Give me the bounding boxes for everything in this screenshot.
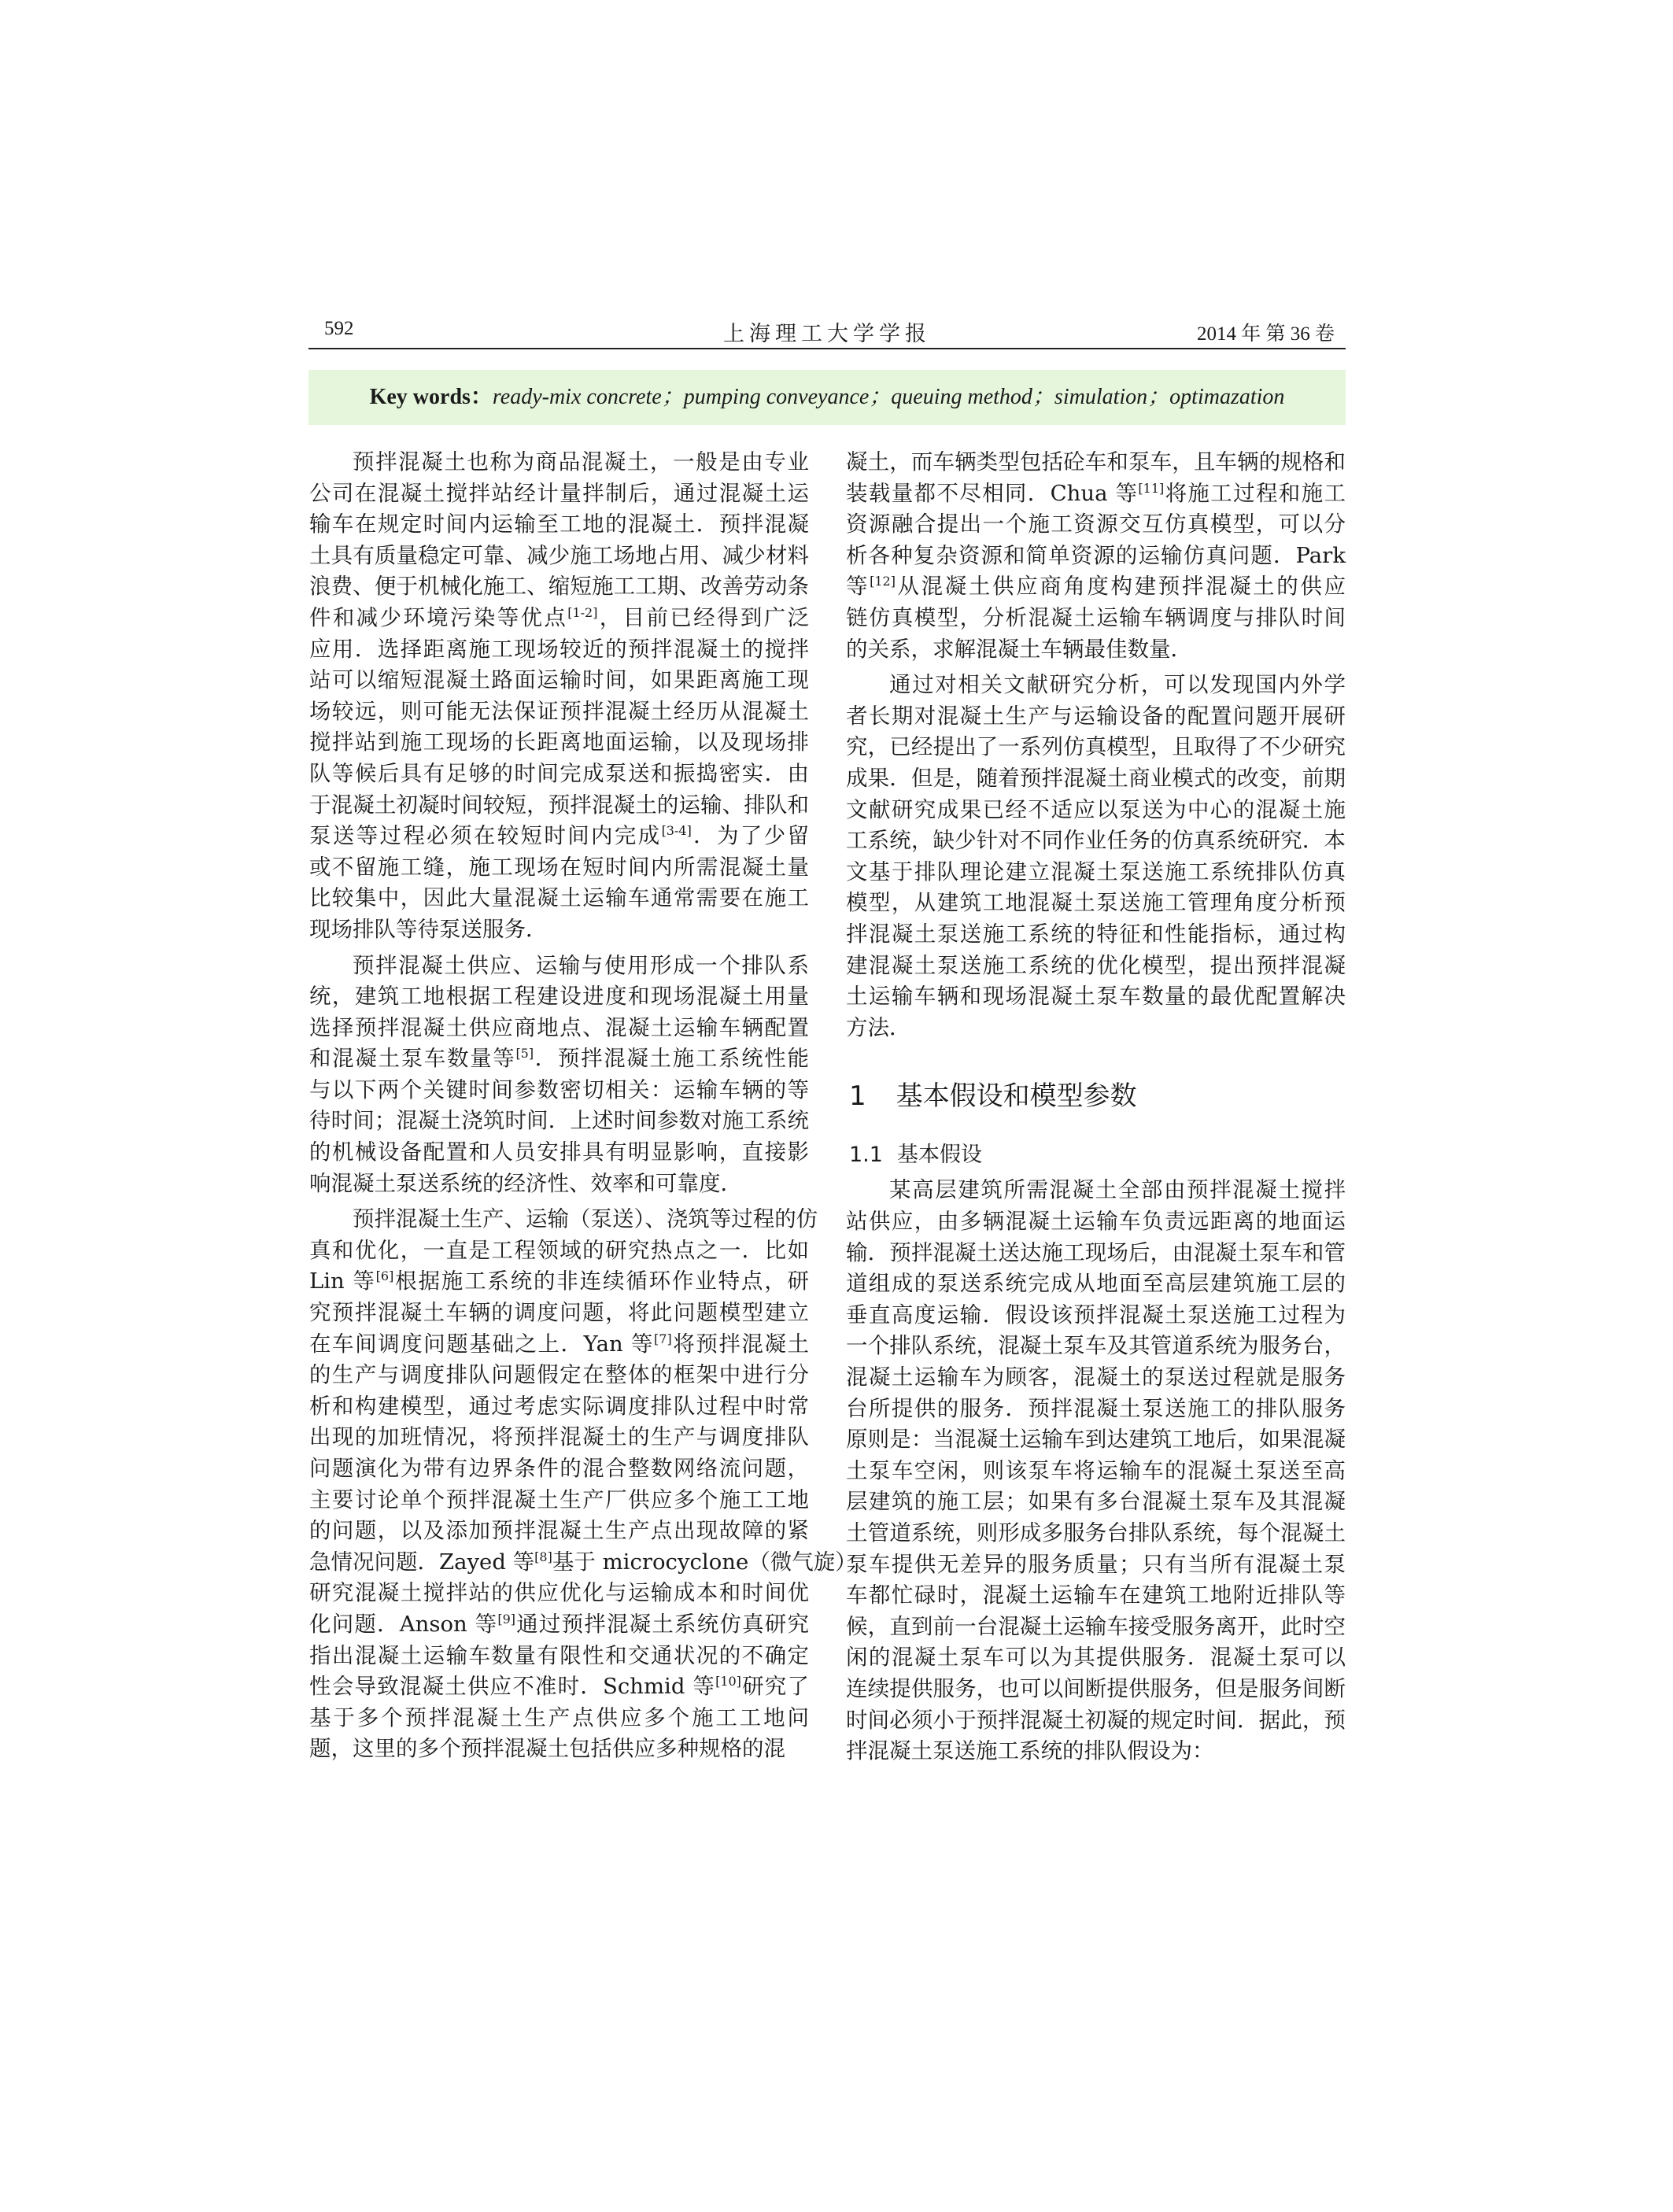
- text-line: 闲的混凝土泵车可以为其提供服务．混凝土泵可以: [846, 1645, 1346, 1671]
- text-line: 土泵车空闲，则该泵车将运输车的混凝土泵送至高: [846, 1457, 1346, 1483]
- text-line: 的生产与调度排队问题假定在整体的框架中进行分: [309, 1362, 809, 1388]
- text-line: 现场排队等待泵送服务．: [309, 916, 548, 942]
- section-title: 基本假设和模型参数: [896, 1080, 1137, 1113]
- left-column: [309, 447, 857, 1770]
- text-line: 题，这里的多个预拌混凝土包括供应多种规格的混: [309, 1736, 785, 1762]
- text-line: 泵送等过程必须在较短时间内完成[3-4]．为了少留: [309, 822, 809, 849]
- text-line: 研究混凝土搅拌站的供应优化与运输成本和时间优: [309, 1580, 809, 1606]
- paragraph: [309, 1204, 857, 1765]
- volume-info: 2014 年 第 36 卷: [1196, 323, 1335, 345]
- text-line: 模型，从建筑工地混凝土泵送施工管理角度分析预: [846, 890, 1346, 916]
- text-line: 垂直高度运输．假设该预拌混凝土泵送施工过程为: [846, 1302, 1346, 1328]
- text-line: 成果．但是，随着预拌混凝土商业模式的改变，前期: [846, 765, 1346, 791]
- text-line: 车都忙碌时，混凝土运输车在建筑工地附近排队等: [846, 1582, 1346, 1608]
- text-line: 件和减少环境污染等优点[1-2]，目前已经得到广泛: [309, 604, 810, 630]
- text-line: 时间必须小于预拌混凝土初凝的规定时间．据此，预: [846, 1707, 1346, 1733]
- subsection-title: 基本假设: [896, 1142, 982, 1167]
- text-line: 公司在混凝土搅拌站经计量拌制后，通过混凝土运: [309, 480, 809, 506]
- text-line: 在车间调度问题基础之上．Yan 等[7]将预拌混凝土: [309, 1331, 810, 1357]
- keywords-box: [308, 370, 1346, 425]
- text-line: 拌混凝土泵送施工系统的特征和性能指标，通过构: [846, 921, 1346, 947]
- text-line: 等[12]从混凝土供应商角度构建预拌混凝土的供应: [846, 574, 1346, 600]
- running-header: [308, 315, 1346, 349]
- text-line: 土管道系统，则形成多服务台排队系统，每个混凝土: [846, 1520, 1346, 1545]
- text-line: 急情况问题．Zayed 等[8]基于 microcyclone（微气旋）: [309, 1549, 857, 1575]
- text-line: 预拌混凝土供应、运输与使用形成一个排队系: [353, 952, 809, 978]
- text-line: 站供应，由多辆混凝土运输车负责远距离的地面运: [846, 1209, 1346, 1235]
- text-line: 站可以缩短混凝土路面运输时间，如果距离施工现: [309, 667, 809, 693]
- text-line: 者长期对混凝土生产与运输设备的配置问题开展研: [846, 703, 1346, 729]
- text-line: 场较远，则可能无法保证预拌混凝土经历从混凝土: [309, 698, 809, 724]
- text-line: Lin 等[6]根据施工系统的非连续循环作业特点，研: [309, 1268, 810, 1294]
- text-line: 层建筑的施工层；如果有多台混凝土泵车及其混凝: [846, 1489, 1346, 1515]
- text-line: 一个排队系统，混凝土泵车及其管道系统为服务台，: [846, 1333, 1346, 1359]
- text-line: 文献研究成果已经不适应以泵送为中心的混凝土施: [846, 796, 1346, 822]
- text-line: 方法．: [846, 1014, 911, 1040]
- text-line: 土具有质量稳定可靠、减少施工场地占用、减少材料: [309, 542, 809, 568]
- keywords-label: Key words：: [369, 385, 493, 409]
- text-line: 化问题．Anson 等[9]通过预拌混凝土系统仿真研究: [309, 1611, 809, 1637]
- text-line: 统，建筑工地根据工程建设进度和现场混凝土用量: [309, 984, 809, 1010]
- text-line: 工系统，缺少针对不同作业任务的仿真系统研究．本: [846, 828, 1346, 854]
- text-line: 某高层建筑所需混凝土全部由预拌混凝土搅拌: [889, 1177, 1346, 1203]
- text-line: 和混凝土泵车数量等[5]．预拌混凝土施工系统性能: [309, 1046, 810, 1072]
- text-line: 文基于排队理论建立混凝土泵送施工系统排队仿真: [846, 859, 1346, 884]
- keywords-text: ready-mix concrete；pumping conveyance；queuing method；simulation；optimazation: [492, 385, 1285, 409]
- text-line: 真和优化，一直是工程领域的研究热点之一．比如: [309, 1237, 809, 1263]
- text-line: 主要讨论单个预拌混凝土生产厂供应多个施工工地: [309, 1486, 809, 1512]
- text-line: 链仿真模型，分析混凝土运输车辆调度与排队时间: [846, 604, 1346, 630]
- text-line: 析和构建模型，通过考虑实际调度排队过程中时常: [309, 1393, 809, 1419]
- paragraph: [309, 951, 809, 1200]
- text-line: 装载量都不尽相同．Chua 等[11]将施工过程和施工: [846, 480, 1346, 506]
- text-line: 预拌混凝土生产、运输（泵送）、浇筑等过程的仿: [353, 1206, 818, 1232]
- text-line: 拌混凝土泵送施工系统的排队假设为：: [846, 1738, 1214, 1764]
- text-line: 连续提供服务，也可以间断提供服务，但是服务间断: [846, 1675, 1346, 1701]
- text-line: 预拌混凝土也称为商品混凝土，一般是由专业: [353, 449, 809, 475]
- text-line: 选择预拌混凝土供应商地点、混凝土运输车辆配置: [309, 1014, 809, 1040]
- text-line: 待时间；混凝土浇筑时间．上述时间参数对施工系统: [309, 1108, 809, 1134]
- text-line: 的机械设备配置和人员安排具有明显影响，直接影: [309, 1139, 809, 1165]
- text-line: 基于多个预拌混凝土生产点供应多个施工工地问: [309, 1704, 809, 1730]
- text-line: 道组成的泵送系统完成从地面至高层建筑施工层的: [846, 1271, 1346, 1297]
- page-number: 592: [324, 318, 354, 339]
- text-line: 究预拌混凝土车辆的调度问题，将此问题模型建立: [309, 1300, 809, 1326]
- text-line: 于混凝土初凝时间较短，预拌混凝土的运输、排队和: [309, 792, 809, 818]
- text-line: 凝土，而车辆类型包括砼车和泵车，且车辆的规格和: [846, 449, 1346, 475]
- text-line: 原则是：当混凝土运输车到达建筑工地后，如果混凝: [846, 1427, 1346, 1453]
- text-line: 比较集中，因此大量混凝土运输车通常需要在施工: [309, 885, 809, 911]
- text-line: 的关系，求解混凝土车辆最佳数量．: [846, 636, 1192, 662]
- text-line: 输．预拌混凝土送达施工现场后，由混凝土泵车和管: [846, 1239, 1346, 1265]
- text-line: 建混凝土泵送施工系统的优化模型，提出预拌混凝: [846, 952, 1346, 978]
- right-column: [846, 447, 1346, 1772]
- text-line: 浪费、便于机械化施工、缩短施工工期、改善劳动条: [309, 574, 809, 600]
- text-line: 资源融合提出一个施工资源交互仿真模型，可以分: [846, 511, 1346, 537]
- text-line: 混凝土运输车为顾客，混凝土的泵送过程就是服务: [846, 1364, 1346, 1390]
- paragraph: [846, 1175, 1346, 1767]
- text-line: 性会导致混凝土供应不准时．Schmid 等[10]研究了: [309, 1674, 810, 1700]
- text-line: 响混凝土泵送系统的经济性、效率和可靠度．: [309, 1170, 742, 1196]
- subsection-number: 1.1: [849, 1142, 883, 1167]
- text-line: 与以下两个关键时间参数密切相关：运输车辆的等: [309, 1076, 809, 1102]
- text-line: 队等候后具有足够的时间完成泵送和振捣密实．由: [309, 760, 809, 786]
- paragraph: [309, 447, 809, 946]
- section-number: 1: [849, 1080, 866, 1113]
- text-line: 输车在规定时间内运输至工地的混凝土．预拌混凝: [309, 511, 809, 537]
- text-line: 出现的加班情况，将预拌混凝土的生产与调度排队: [309, 1424, 809, 1450]
- text-line: 的问题，以及添加预拌混凝土生产点出现故障的紧: [309, 1518, 809, 1544]
- text-line: 指出混凝土运输车数量有限性和交通状况的不确定: [309, 1642, 809, 1668]
- journal-title: 上海理工大学学报: [723, 322, 931, 345]
- text-line: 应用．选择距离施工现场较近的预拌混凝土的搅拌: [309, 636, 809, 662]
- text-line: 台所提供的服务．预拌混凝土泵送施工的排队服务: [846, 1395, 1346, 1421]
- text-line: 通过对相关文献研究分析，可以发现国内外学: [889, 672, 1346, 698]
- subsection-heading: [849, 1139, 1346, 1171]
- text-line: 析各种复杂资源和简单资源的运输仿真问题．Park: [846, 542, 1346, 568]
- text-line: 搅拌站到施工现场的长距离地面运输，以及现场排: [309, 729, 809, 755]
- text-line: 候，直到前一台混凝土运输车接受服务离开，此时空: [846, 1613, 1346, 1639]
- paragraph: [846, 447, 1346, 665]
- text-line: 问题演化为带有边界条件的混合整数网络流问题，: [309, 1456, 809, 1481]
- text-line: 泵车提供无差异的服务质量；只有当所有混凝土泵: [846, 1551, 1346, 1577]
- text-line: 究，已经提出了一系列仿真模型，且取得了不少研究: [846, 734, 1346, 760]
- text-line: 土运输车辆和现场混凝土泵车数量的最优配置解决: [846, 984, 1346, 1010]
- section-heading: [849, 1081, 1346, 1113]
- paragraph: [846, 670, 1346, 1043]
- text-line: 或不留施工缝，施工现场在短时间内所需混凝土量: [309, 854, 809, 880]
